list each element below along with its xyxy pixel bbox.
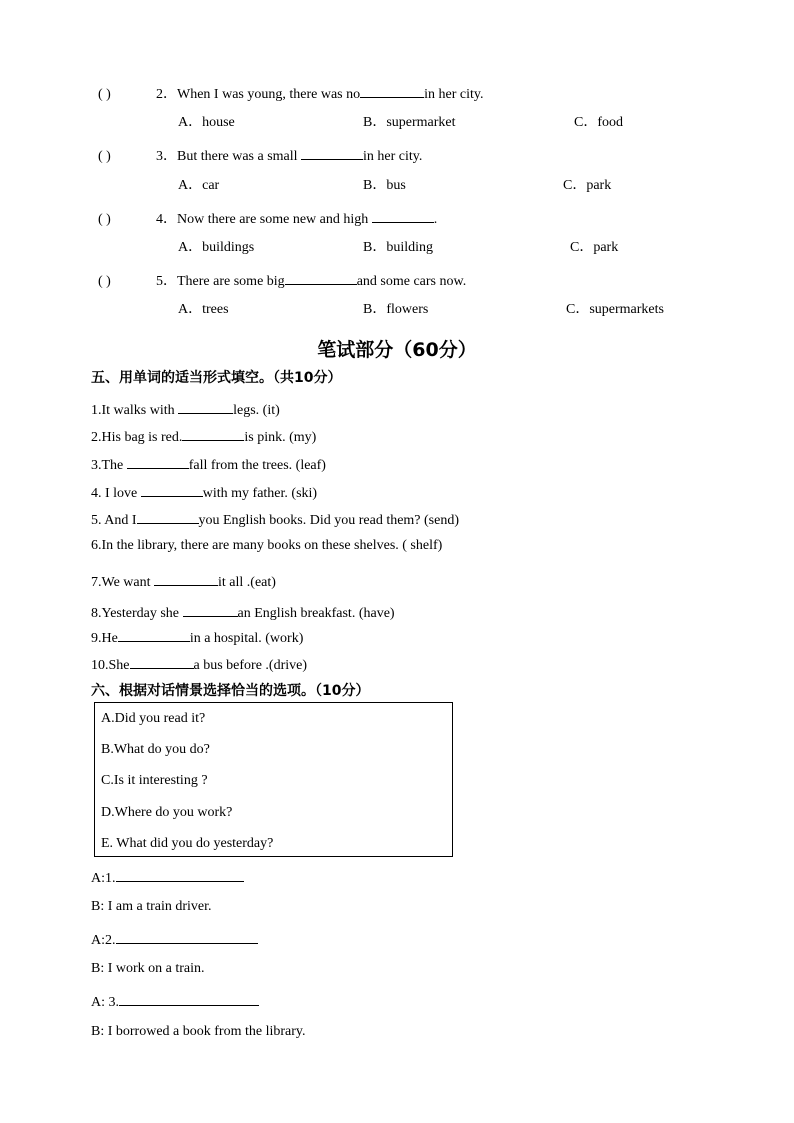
option-b[interactable]: B．flowers [363,302,429,317]
answer-blank[interactable] [137,509,199,524]
question-stem-end: in her city. [363,149,423,164]
fill-item: 10.She a bus before .(drive) [91,654,307,675]
fill-item: 8.Yesterday she an English breakfast. (have) [91,602,395,623]
fill-item: 6.In the library, there are many books on these shelves. ( shelf) [91,538,443,553]
question-stem-end: and some cars now. [356,274,467,289]
choice-e: E. What did you do yesterday? [101,836,274,851]
option-b[interactable]: B．supermarket [363,115,456,130]
answer-blank[interactable] [178,399,233,414]
option-a[interactable]: A．buildings [178,240,255,255]
answer-paren[interactable]: ( ) [98,149,111,164]
answer-blank[interactable] [360,83,424,98]
answer-blank[interactable] [285,270,357,285]
question-stem: 3．But there was a small [156,149,302,164]
option-b[interactable]: B．building [363,240,434,255]
fill-item: 2.His bag is red. is pink. (my) [91,426,316,447]
fill-item: 3.The fall from the trees. (leaf) [91,454,326,475]
fill-item: 4. I love with my father. (ski) [91,482,317,503]
answer-blank[interactable] [127,454,189,469]
dialogue-line: B: I am a train driver. [91,899,212,914]
option-c[interactable]: C．food [574,115,623,130]
dialogue-line: A:2. [91,929,258,950]
question-stem: 4．Now there are some new and high [156,212,372,227]
option-c[interactable]: C．park [570,240,619,255]
written-part-title: 笔试部分（60分） [317,339,477,361]
question-stem-end: . [433,212,438,227]
answer-paren[interactable]: ( ) [98,274,111,289]
question-stem: 2．When I was young, there was no [156,87,361,102]
answer-blank[interactable] [182,426,244,441]
question-stem: 5．There are some big [156,274,285,289]
option-c[interactable]: C．supermarkets [566,302,664,317]
answer-blank[interactable] [116,867,244,882]
option-a[interactable]: A．car [178,178,220,193]
option-c[interactable]: C．park [563,178,612,193]
fill-item: 9.He in a hospital. (work) [91,627,303,648]
answer-blank[interactable] [372,208,434,223]
choice-a: A.Did you read it? [101,711,206,726]
question-stem-end: in her city. [424,87,484,102]
option-a[interactable]: A．trees [178,302,229,317]
choice-b: B.What do you do? [101,742,210,757]
fill-item: 7.We want it all .(eat) [91,571,276,592]
option-b[interactable]: B．bus [363,178,406,193]
answer-blank[interactable] [154,571,218,586]
answer-blank[interactable] [301,145,363,160]
dialogue-line: B: I work on a train. [91,961,205,976]
choice-c: C.Is it interesting ? [101,773,208,788]
dialogue-line: A:1. [91,867,244,888]
dialogue-line: A: 3. [91,991,259,1012]
dialogue-line: B: I borrowed a book from the library. [91,1024,306,1039]
answer-paren[interactable]: ( ) [98,212,111,227]
answer-blank[interactable] [116,929,258,944]
answer-blank[interactable] [183,602,238,617]
answer-blank[interactable] [118,627,190,642]
answer-blank[interactable] [119,991,259,1006]
fill-item: 5. And I you English books. Did you read them? (send) [91,509,459,530]
section-6-title: 六、根据对话情景选择恰当的选项。（10分） [91,683,370,699]
option-a[interactable]: A．house [178,115,235,130]
fill-item: 1.It walks with legs. (it) [91,399,280,420]
section-5-title: 五、用单词的适当形式填空。（共10分） [91,370,342,386]
answer-blank[interactable] [130,654,194,669]
choice-d: D.Where do you work? [101,805,233,820]
answer-blank[interactable] [141,482,203,497]
answer-paren[interactable]: ( ) [98,87,111,102]
